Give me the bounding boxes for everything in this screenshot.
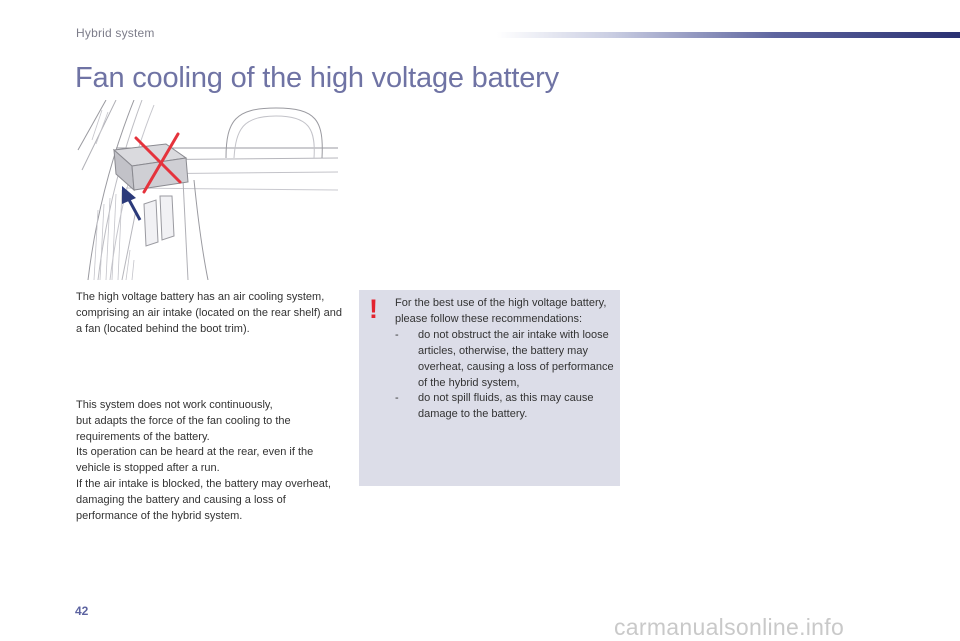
warning-icon: ! bbox=[369, 294, 378, 324]
warning-text bbox=[395, 296, 617, 423]
list-dash: - bbox=[395, 328, 399, 341]
watermark: carmanualsonline.info bbox=[614, 614, 845, 640]
warning-item-text: do not obstruct the air intake with loose articles, otherwise, the battery may overheat, causing a loss of performance of the hybrid system, bbox=[418, 328, 614, 389]
warning-item-text: do not spill fluids, as this may cause damage to the battery. bbox=[418, 392, 594, 421]
warning-intro: For the best use of the high voltage battery, please follow these recommendations: bbox=[395, 297, 607, 325]
rear-shelf-illustration bbox=[76, 100, 338, 280]
warning-item bbox=[395, 391, 617, 423]
intro-paragraph: The high voltage battery has an air cooling system, comprising an air intake (located on the rear shelf) and a fan (located behind the boot trim). bbox=[76, 291, 342, 335]
operation-paragraph: This system does not work continuously, but adapts the force of the fan cooling to the requirements of the battery. Its operation can be heard at the rear, even if the vehicle is stopped after a run. If the air intake is blocked, the battery may overheat, damaging the battery and causing a loss of performance of the hybrid system. bbox=[76, 399, 331, 522]
list-dash: - bbox=[395, 392, 399, 405]
page-title: Fan cooling of the high voltage battery bbox=[75, 62, 559, 94]
warning-item bbox=[395, 328, 617, 392]
section-header: Hybrid system bbox=[76, 26, 155, 40]
page-number: 42 bbox=[75, 604, 89, 618]
header-rule bbox=[497, 32, 960, 38]
warning-list bbox=[395, 328, 617, 423]
warning-box bbox=[359, 290, 620, 486]
arrow-icon bbox=[122, 186, 140, 220]
